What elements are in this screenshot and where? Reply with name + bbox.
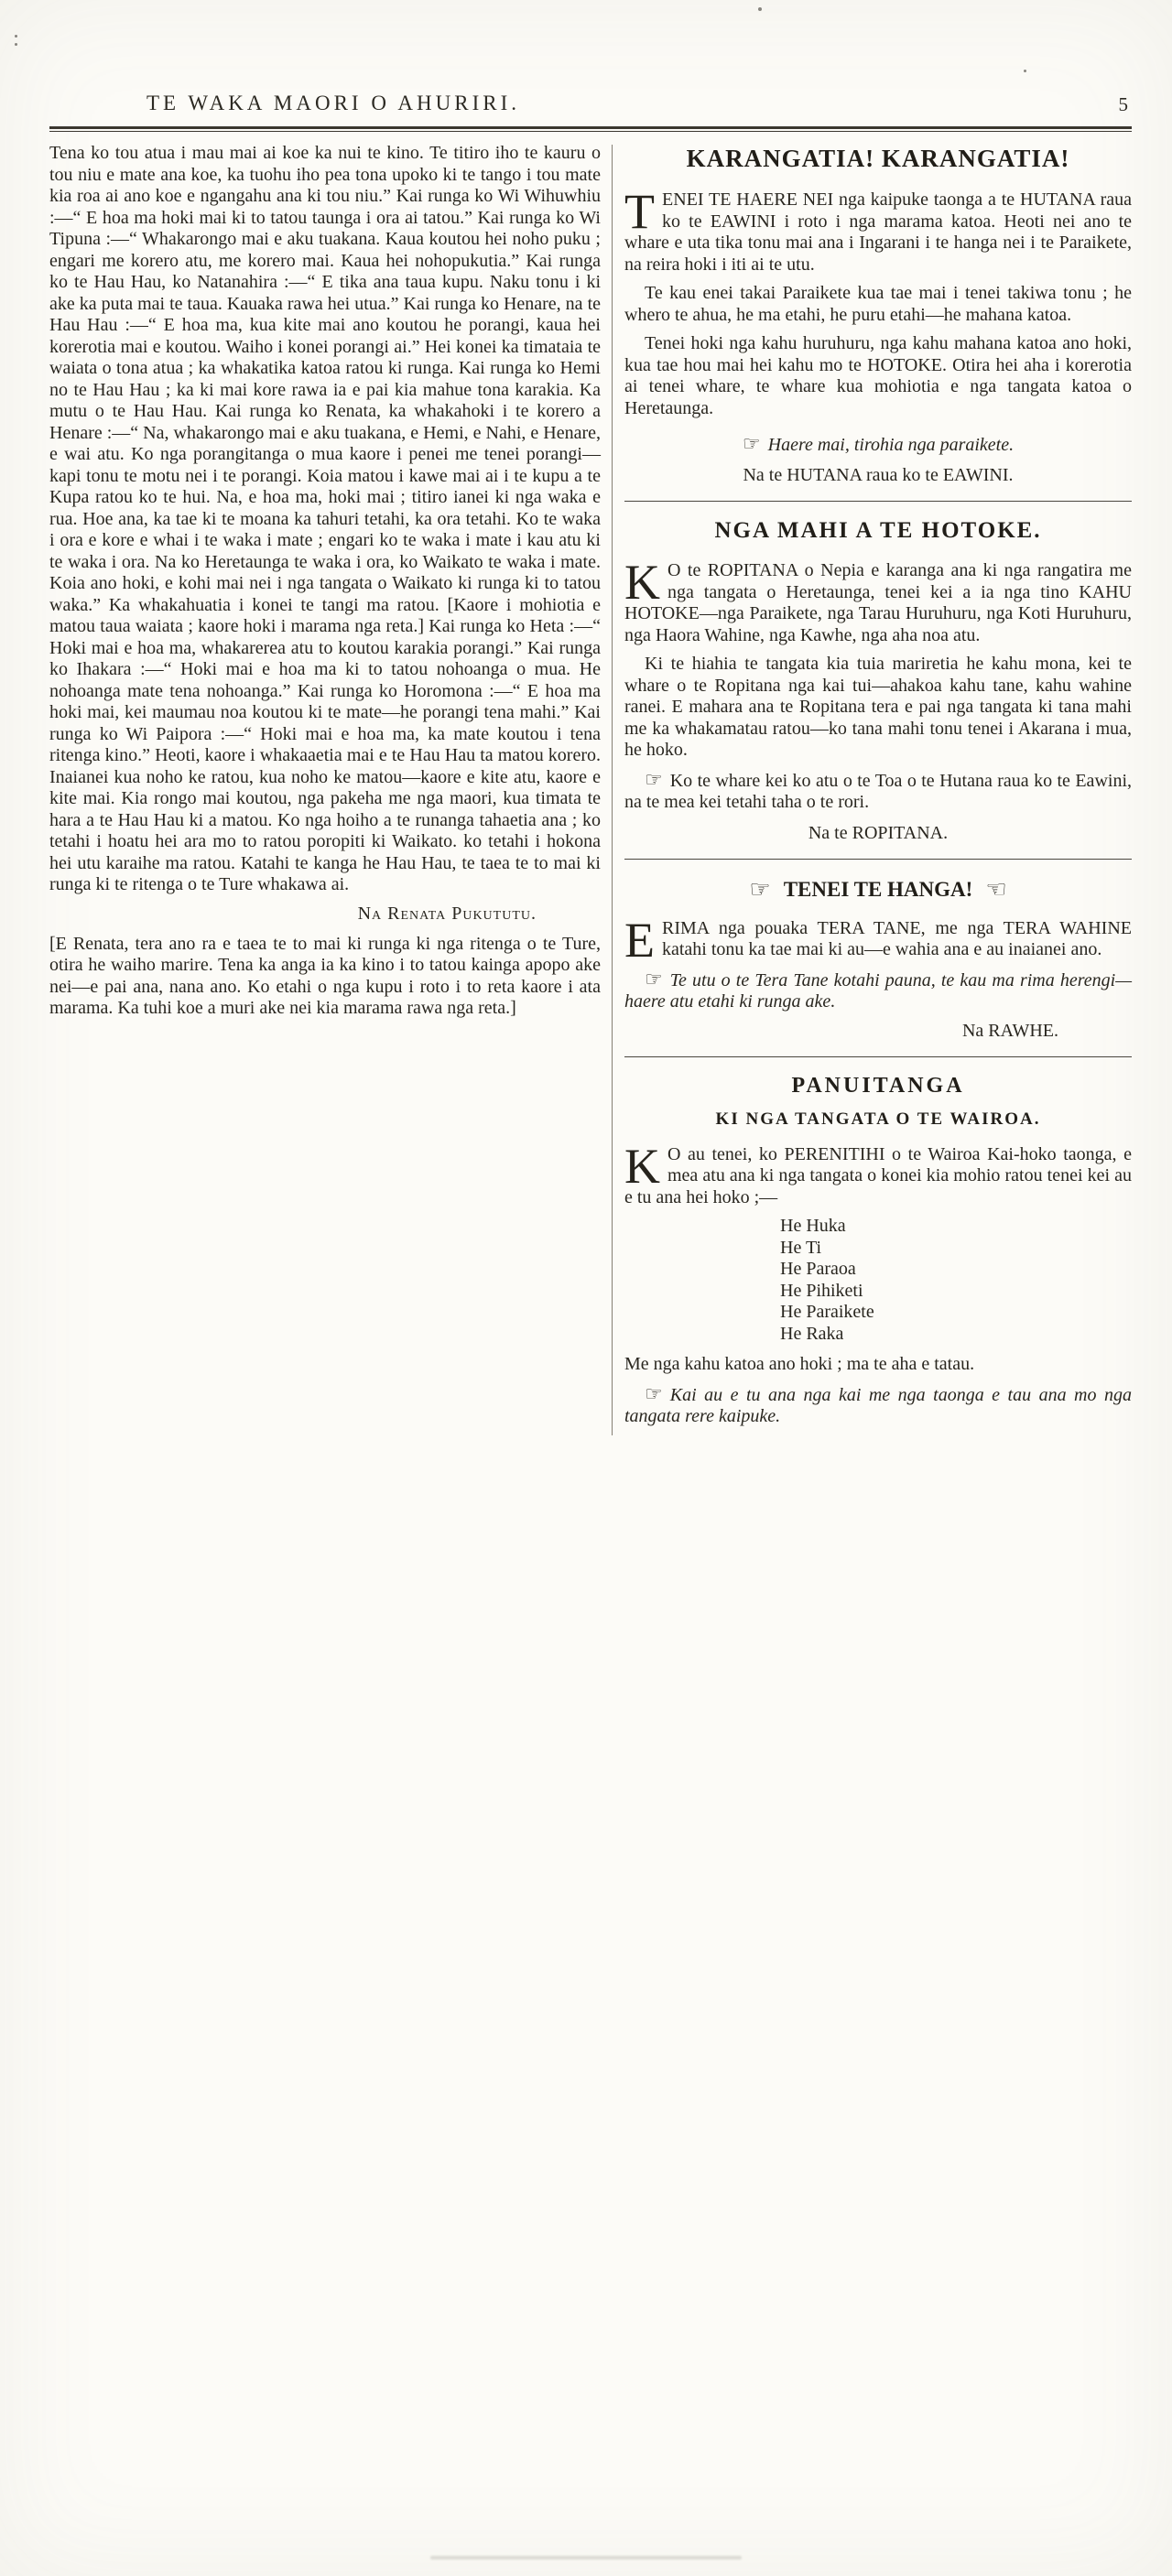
ad-karangatia xyxy=(624,145,1132,486)
goods-item: He Raka xyxy=(780,1323,844,1344)
left-column xyxy=(49,143,601,1435)
masthead xyxy=(0,92,1172,121)
drop-cap-t: T xyxy=(624,184,655,239)
pointing-hand-left-icon: ☜ xyxy=(985,875,1007,903)
page-title: TE WAKA MAORI O AHURIRI. xyxy=(146,92,520,114)
goods-list xyxy=(780,1216,1132,1345)
ad-panuitanga-para1 xyxy=(624,1138,1132,1209)
scan-artifact xyxy=(430,2556,742,2560)
pointing-hand-icon: ☞ xyxy=(749,875,771,903)
ad-hanga-heading-text: TENEI TE HANGA! xyxy=(783,877,973,901)
pointing-hand-icon: ☞ xyxy=(742,432,761,455)
goods-item: He Huka xyxy=(780,1216,846,1236)
ad-panuitanga xyxy=(624,1074,1132,1428)
content-columns xyxy=(49,143,1132,1435)
section-rule xyxy=(624,501,1132,502)
ad-nga-mahi-notice-text: Ko te whare kei ko atu o te Toa o te Hutana raua ko te Eawini, na te mea kei tetahi taha o te rori. xyxy=(624,770,1132,812)
ad-nga-mahi xyxy=(624,518,1132,844)
ad-nga-mahi-para2: Ki te hiahia te tangata kia tuia mariretia he kahu mona, kei te whare o te Ropitana nga kai tui—ahakoa kahu tane, kahu wahine ranei. E mahara ana te Ropitana tera e pai nga tangata ki tana mahi me ka whakamatau ratou—ko tana mahi tonu tenei i Akarana i mua, he hoko. xyxy=(624,654,1132,760)
editor-note: [E Renata, tera ano ra e taea te to mai ki runga ki nga ritenga o te Ture, otira he waiho marire. Tena ka anga ia ka kino i to tatou kainga apopo ake nei—e pai ana, nana ano. Ko etahi o nga kupu i roto i to reta kaore i ata marama. Ka tuhi koe a muri ake nei kia marama rawa nga reta.] xyxy=(49,933,601,1018)
ad-karangatia-notice-text: Haere mai, tirohia nga paraikete. xyxy=(767,435,1015,455)
pointing-hand-icon: ☞ xyxy=(645,967,663,990)
ad-karangatia-para1-text: ENEI TE HAERE NEI nga kaipuke taonga a te HUTANA raua ko te EAWINI i roto i nga marama katoa. Heoti nei ano te whare e uta tika tonu mai ana i Ingarani i te hanga nei i te Paraikete, na reira hoki i iti ai te utu. xyxy=(624,189,1132,275)
header-rule-thick xyxy=(49,126,1132,129)
ad-hanga-notice xyxy=(624,969,1132,1013)
section-rule xyxy=(624,859,1132,860)
right-column xyxy=(624,143,1132,1435)
goods-item: He Paraoa xyxy=(780,1259,856,1279)
ad-tenei-te-hanga xyxy=(624,876,1132,1042)
ad-panuitanga-closing: Me nga kahu katoa ano hoki ; ma te aha e tatau. xyxy=(624,1354,975,1374)
ad-nga-mahi-para1-text: O te ROPITANA o Nepia e karanga ana ki nga rangatira me nga tangata o Heretaunga, tenei kei a ia nga tino KAHU HOTOKE—nga Paraikete, nga Tarau Huruhuru, nga Koti Huruhuru, nga Haora Wahine, nga Kawhe, nga aha noa atu. xyxy=(624,560,1132,645)
ad-karangatia-para3: Tenei hoki nga kahu huruhuru, nga kahu mahana katoa ano hoki, kua tae hou mai hei kahu mo te HOTOKE. Otira hei aha i korerotia ai tenei whare, te whare kua mohiotia e nga tangata katoa o Heretaunga. xyxy=(624,333,1132,418)
header-rule xyxy=(49,126,1132,132)
ad-nga-mahi-signature: Na te ROPITANA. xyxy=(808,822,949,843)
article-body: Tena ko tou atua i mau mai ai koe ka nui te kino. Te titiro iho te kauru o tou niu e mate ana koe, ka tuohu iho pea tona upoko ki te tango i tou mate kia roa ai ano koe e ngangahu ana ki tou niu.” Kai runga ko Wi Wihuwhiu :—“ E hoa ma hoki mai ki to tatou taunga i ora ai tatou.” Kai runga ko Wi Tipuna :—“ Whakarongo mai e aku tuakana. Kaua koutou hei noho puku ; engari me korero atu, me korero mai. Kaua hei nohopukutia.” Kai runga ko te Hau Hau, ko Natanahira :—“ E tika ana taua kupu. Naku tonu i ki ake ka puta mai te taua. Kauaka rawa hei utua.” Kai runga ko Henare, na te Hau Hau :—“ E hoa ma, kua kite mai ano koutou he porangi, kaua hei korerotia mai e koutou. Waiho i konei porangi ai.” Hei konei ka timataia te waiata o tona atua ; ka whakatika katoa ratou ki runga. Kai runga ko Hemi no te Hau Hau ; ka ki mai kore rawa ia e pai kia mahue tona karakia. Ka mutu o te Hau Hau. Kai runga ko Renata, ka whakahoki i te korero a Henare :—“ Na, whakarongo mai e aku tuakana, e Hemi, e Nahi, e Henare, e wai atu. Ko nga porangitanga o mua kaore i penei me tenei porangi—kapi tonu te motu nei i te porangi. Koia matou i kawe mai ai i te kupu a te Kupa ratou ko te hui. Na, e hoa ma, hoki mai ; titiro ianei ki nga waka e rua. Hoe ana, ka tae ki te moana ka tahuri tetahi, ka ora tetahi. Ko te waka i ora e kore e whai i te waka i mate ; engari ko te waka i mate i kau atu ki te waka i ora. Na ko Heretaunga te waka i ora, ko Waikato te waka i mate. Koia ano hoki, e kohi mai nei i nga tangata o Waikato ki runga ki to tatou waka.” Ka whakahuatia i konei te tangi ma ratou. [Kaore i mohiotia e matou taua waiata ; kaore hoki i marama nga reta.] Kai runga ko Heta :—“ Hoki mai e hoa ma, whakarerea atu to koutou karakia porangi.” Kai runga ko Ihakara :—“ Hoki mai e hoa ma ki to tatou nohoanga o mua. He nohoanga mate tena nohoanga.” Kai runga ko Horomona :—“ E hoa ma hoki mai, kei maumau noa koutou ki te mate—he porangi tena mahi.” Kai runga ko Wi Paipora :—“ Hoki mai e hoa ma, ka mate koutou i tena ritenga kino.” Heoti, kaore i whakaaetia mai e te Hau Hau ta matou korero. Inaianei kua noho ke ratou, kua noho ke matou—kaore e kite atu, kaore e kite mai. Kia rongo mai koutou, nga pakeha me nga maori, kua timata te hara a te Hau Hau ki a matou. Ko nga hoiho a te runanga tahaetia ana ; ko tetahi i hoatu hei ara mo to ratou poropiti ki Waikato. ko tetahi i hokona hei utu karaihe ma ratou. Katahi te kanga he Hau Hau, te taea te to mai ki runga ki te ritenga o te Ture whakawa ai. xyxy=(49,143,601,894)
ad-nga-mahi-para1 xyxy=(624,555,1132,646)
goods-item: He Paraikete xyxy=(780,1302,874,1322)
ad-hanga-para1-text: RIMA nga pouaka TERA TANE, me nga TERA WAHINE katahi tonu ka tae mai ki au—e wahia ana e au inaianei ano. xyxy=(662,917,1132,959)
ad-panuitanga-subheading: KI NGA TANGATA O TE WAIROA. xyxy=(715,1109,1041,1129)
article-signature: Na Renata Pukututu. xyxy=(357,903,537,924)
drop-cap-k: K xyxy=(624,555,660,610)
ad-karangatia-signature: Na te HUTANA raua ko te EAWINI. xyxy=(743,465,1014,485)
page-number: 5 xyxy=(1118,93,1128,115)
section-rule xyxy=(624,1056,1132,1057)
scan-artifact xyxy=(758,7,762,11)
goods-item: He Pihiketi xyxy=(780,1280,863,1301)
drop-cap-e: E xyxy=(624,912,655,968)
ad-hanga-signature: Na RAWHE. xyxy=(961,1020,1058,1041)
pointing-hand-icon: ☞ xyxy=(645,1381,663,1405)
ad-karangatia-para2: Te kau enei takai Paraikete kua tae mai i tenei takiwa tonu ; he whero te ahua, he ma etahi, he puru etahi—he mahana katoa. xyxy=(624,283,1132,325)
ad-nga-mahi-heading: NGA MAHI A TE HOTOKE. xyxy=(714,518,1042,543)
ad-hanga-notice-text: Te utu o te Tera Tane kotahi pauna, te kau ma rima herengi—haere atu etahi ki runga ake. xyxy=(624,969,1132,1012)
column-divider xyxy=(612,145,613,1435)
ad-karangatia-heading: KARANGATIA! KARANGATIA! xyxy=(686,145,1070,172)
ad-karangatia-para1 xyxy=(624,184,1132,276)
ad-panuitanga-notice xyxy=(624,1383,1132,1428)
ad-panuitanga-heading: PANUITANGA xyxy=(791,1073,965,1098)
ad-nga-mahi-notice xyxy=(624,769,1132,814)
drop-cap-k: K xyxy=(624,1138,660,1194)
ad-hanga-para1 xyxy=(624,912,1132,968)
goods-item: He Ti xyxy=(780,1237,822,1258)
header-rule-thin xyxy=(49,131,1132,132)
ad-karangatia-notice xyxy=(624,432,1132,456)
pointing-hand-icon: ☞ xyxy=(645,767,663,791)
ad-panuitanga-notice-text: Kai au e tu ana nga kai me nga taonga e tau ana mo nga tangata rere kaipuke. xyxy=(624,1384,1132,1426)
scan-artifact xyxy=(15,35,17,38)
ad-panuitanga-para1-text: O au tenei, ko PERENITIHI o te Wairoa Kai-hoko taonga, e mea atu ana ki nga tangata o konei kia mohio ratou tenei kei au e tu ana hei hoko ;— xyxy=(624,1143,1132,1207)
ad-hanga-heading xyxy=(624,876,1132,904)
scan-artifact xyxy=(1024,70,1026,72)
